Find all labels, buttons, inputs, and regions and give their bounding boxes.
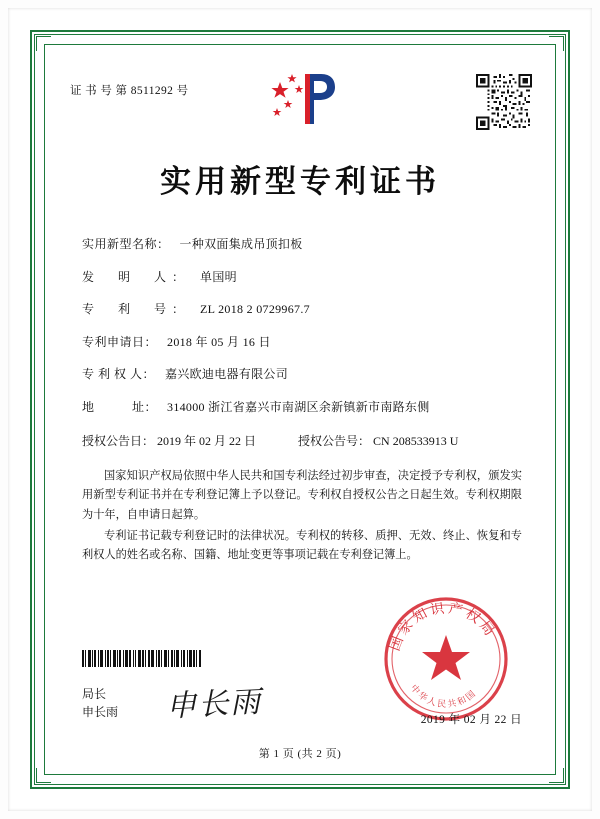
svg-text:国家知识产权局: 国家知识产权局 (386, 600, 499, 654)
barcode (82, 650, 234, 667)
director-name: 申长雨 (82, 705, 119, 719)
field-value: ZL 2018 2 0729967.7 (200, 302, 310, 316)
corner-ornament-bottom-left (36, 768, 51, 783)
field-row-patent-number (82, 302, 530, 317)
svg-text:中华人民共和国: 中华人民共和国 (407, 683, 480, 711)
corner-ornament-top-left (36, 36, 51, 51)
page-title: 实用新型专利证书 (160, 164, 440, 200)
field-row-application-date (82, 335, 530, 350)
field-label: 地 址： (82, 399, 158, 414)
corner-ornament-top-right (549, 36, 564, 51)
field-label: 专利申请日： (82, 334, 158, 349)
field-label: 发 明 人： (82, 269, 191, 284)
grant-number-group (298, 432, 458, 449)
handwritten-signature: 申长雨 (165, 684, 264, 725)
field-row-patentee (82, 367, 530, 382)
field-label: 实用新型名称： (82, 237, 170, 251)
field-list (56, 237, 544, 449)
grant-date-group (82, 432, 256, 449)
grant-date-value: 2019 年 02 月 22 日 (157, 434, 257, 448)
field-label: 专 利 权 人： (82, 367, 156, 381)
legal-paragraph-1: 国家知识产权局依照中华人民共和国专利法经过初步审查，决定授予专利权，颁发实用新型专利证书并在专利登记簿上予以登记。专利权自授权公告之日起生效。专利权期限为十年，自申请日起算。 (82, 470, 522, 521)
director-label: 局长 (82, 687, 107, 701)
field-value: 一种双面集成吊顶扣板 (179, 237, 303, 251)
page-footer: 第 1 页 (共 2 页) (258, 748, 342, 760)
qr-code (476, 74, 532, 130)
certificate-header (56, 56, 544, 134)
field-label: 专 利 号： (82, 302, 191, 316)
grant-date-label: 授权公告日： (82, 434, 155, 448)
field-value: 2018 年 05 月 16 日 (167, 334, 271, 349)
official-seal (382, 595, 510, 723)
grant-number-label: 授权公告号： (298, 434, 371, 448)
signature-block (82, 685, 118, 721)
grant-number-value: CN 208533913 U (373, 434, 459, 448)
cnipa-logo-icon (261, 68, 339, 130)
legal-paragraph-2: 专利证书记载专利登记时的法律状况。专利权的转移、质押、无效、终止、恢复和专利权人的姓名或名称、国籍、地址变更等事项记载在专利登记簿上。 (82, 529, 522, 562)
field-row-address (82, 400, 530, 415)
field-row-grant-announcement (82, 432, 530, 449)
certificate-content (56, 56, 544, 763)
field-value: 单国明 (200, 269, 237, 284)
field-row-inventor (82, 270, 530, 285)
legal-text (56, 467, 544, 565)
field-value: 嘉兴欧迪电器有限公司 (165, 367, 289, 381)
field-value: 314000 浙江省嘉兴市南湖区余新镇新市南路东侧 (167, 399, 430, 414)
seal-date: 2019 年 02 月 22 日 (420, 714, 522, 726)
corner-ornament-bottom-right (549, 768, 564, 783)
certificate-number: 证 书 号 第 8511292 号 (70, 85, 189, 97)
field-row-utility-model-name (82, 237, 530, 252)
